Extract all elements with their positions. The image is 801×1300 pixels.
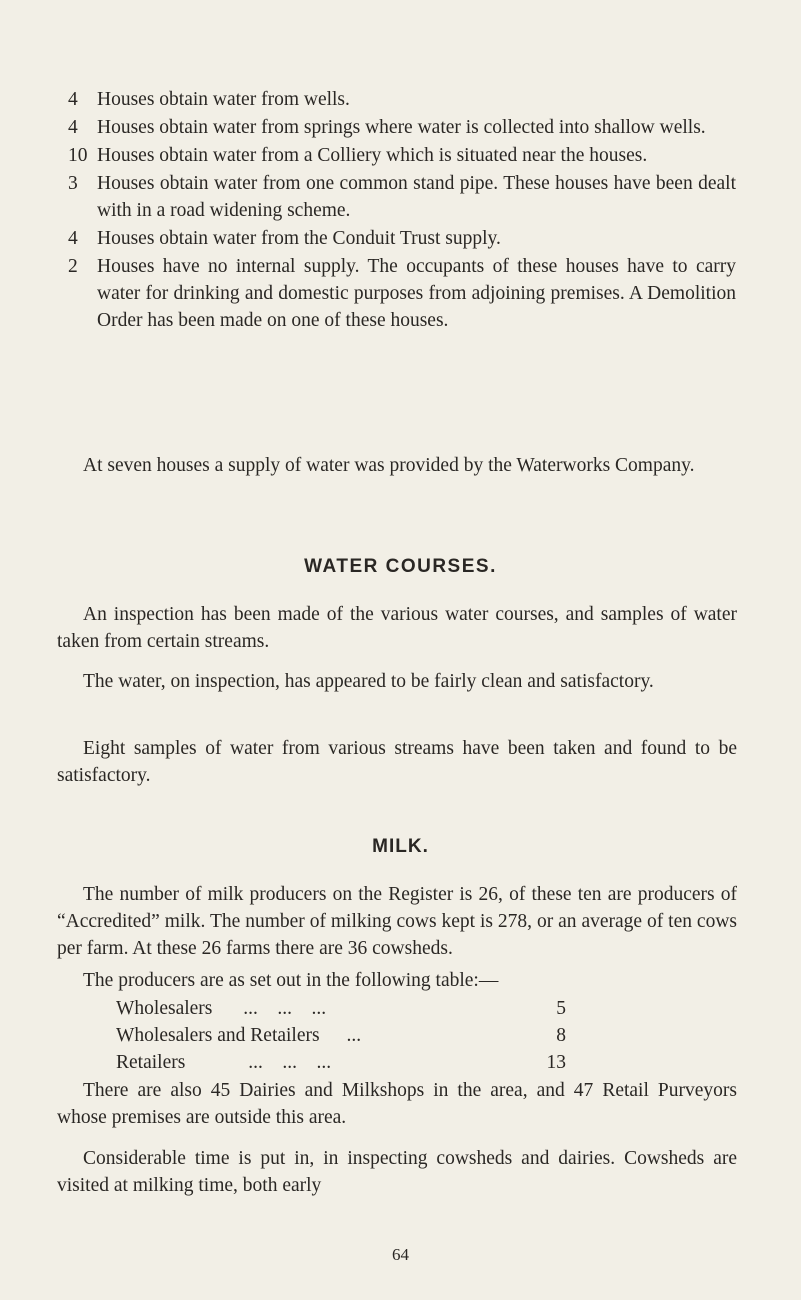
water-courses-paragraph: An inspection has been made of the various water courses, and samples of water taken from certain streams. (57, 604, 737, 652)
item-count: 3 (68, 173, 78, 194)
item-text: Houses obtain water from a Colliery which is situated near the houses. (97, 145, 648, 166)
list-item (68, 170, 736, 224)
item-count: 2 (68, 256, 78, 277)
producer-count: 8 (556, 1025, 566, 1046)
water-courses-paragraph: The water, on inspection, has appeared to be fairly clean and satisfactory. (83, 671, 654, 692)
leader-dots: ... ... ... (243, 998, 327, 1019)
list-item (68, 86, 736, 113)
table-row (116, 1022, 616, 1049)
producer-type: Wholesalers ... ... ... (116, 998, 327, 1019)
water-courses-heading: WATER COURSES. (304, 556, 497, 577)
list-item (68, 253, 736, 334)
list-item (68, 225, 736, 252)
item-text: Houses obtain water from one common stand pipe. These houses have been dealt with in a road widening scheme. (97, 173, 736, 221)
milk-paragraph: The producers are as set out in the following table:— (83, 970, 499, 991)
item-count: 4 (68, 228, 78, 249)
list-item (68, 114, 736, 141)
item-text: Houses have no internal supply. The occupants of these houses have to carry water for drinking and domestic purposes from adjoining premises. A Demolition Order has been made on one of these houses. (97, 256, 736, 331)
water-courses-paragraph: Eight samples of water from various streams have been taken and found to be satisfactory. (57, 738, 737, 786)
item-count: 10 (68, 145, 88, 166)
milk-paragraph: There are also 45 Dairies and Milkshops in the area, and 47 Retail Purveyors whose premises are outside this area. (57, 1080, 737, 1128)
milk-heading: MILK. (372, 836, 429, 857)
milk-paragraph: Considerable time is put in, in inspecting cowsheds and dairies. Cowsheds are visited at milking time, both early (57, 1148, 737, 1196)
item-count: 4 (68, 117, 78, 138)
producers-table (116, 995, 616, 1076)
producer-type: Wholesalers and Retailers ... (116, 1025, 362, 1046)
page-number: 64 (392, 1245, 409, 1264)
producer-count: 5 (556, 998, 566, 1019)
table-row (116, 1049, 616, 1076)
item-text: Houses obtain water from springs where water is collected into shallow wells. (97, 117, 706, 138)
producer-type: Retailers ... ... ... (116, 1052, 332, 1073)
water-supply-list (68, 86, 736, 335)
table-row (116, 995, 616, 1022)
leader-dots: ... ... ... (248, 1052, 332, 1073)
item-count: 4 (68, 89, 78, 110)
producer-count: 13 (546, 1052, 566, 1073)
list-item (68, 142, 736, 169)
leader-dots: ... (346, 1025, 362, 1046)
item-text: Houses obtain water from the Conduit Trust supply. (97, 228, 501, 249)
water-supply-note: At seven houses a supply of water was provided by the Waterworks Company. (83, 455, 695, 476)
item-text: Houses obtain water from wells. (97, 89, 350, 110)
milk-paragraph: The number of milk producers on the Register is 26, of these ten are producers of “Accredited” milk. The number of milking cows kept is 278, or an average of ten cows per farm. At these 26 farms there are 36 cowsheds. (57, 884, 737, 959)
